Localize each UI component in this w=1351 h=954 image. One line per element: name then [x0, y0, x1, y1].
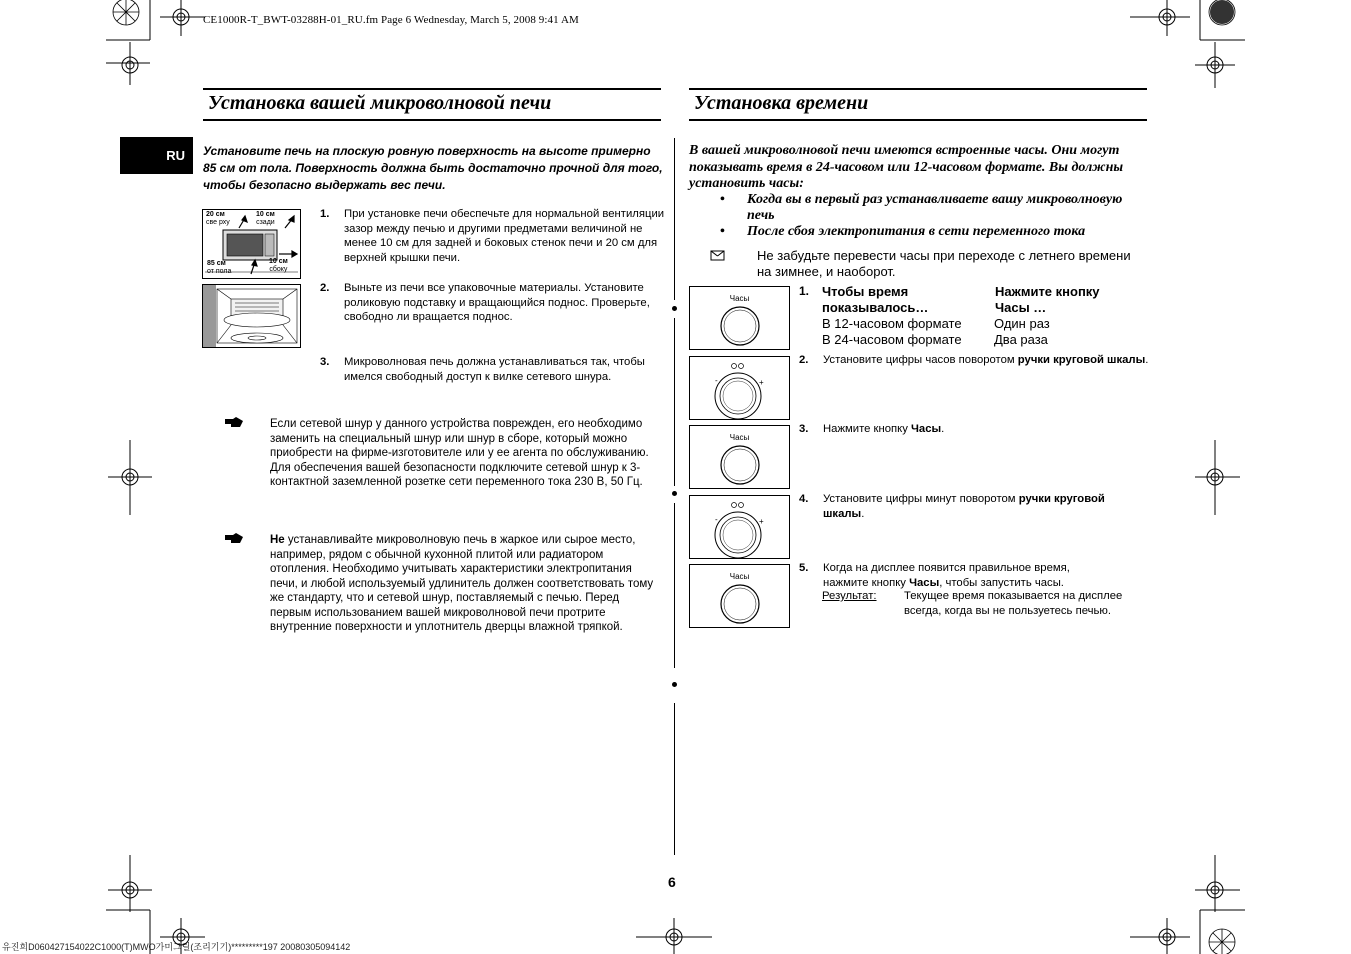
- step-number: 1.: [320, 208, 330, 220]
- left-intro: Установите печь на плоскую ровную поверхность на высоте примерно 85 см от пола. Поверхность должна быть достаточно прочной для того, чтобы безопасно выдержать вес печи.: [203, 144, 663, 192]
- label-floor-height: 85 см от пола: [207, 260, 232, 275]
- step-number: 2.: [320, 282, 330, 294]
- step-number: 3.: [320, 356, 330, 368]
- pointing-hand-icon: [224, 416, 244, 428]
- result-text: Текущее время показывается на дисплее всегда, когда вы не пользуетесь печью.: [904, 590, 1123, 617]
- bullet-glyph: •: [720, 224, 725, 239]
- clock-button-figure-2: [689, 425, 790, 489]
- clock-set-conditions: [720, 192, 1150, 241]
- clock-button-icon: [690, 426, 789, 488]
- clock-button-figure-3: [689, 564, 790, 628]
- step-text: При установке печи обеспечьте для нормальной вентиляции зазор между печью и другими предметами величиной не менее 10 см для задней и боковых стенок печи и 20 см для верхней крышки печи.: [344, 208, 665, 264]
- step-number: 3.: [799, 423, 809, 435]
- clearance-diagram: [202, 209, 301, 279]
- right-title-rule-top: [689, 88, 1147, 90]
- language-tab: RU: [120, 137, 193, 174]
- center-divider-3: [674, 503, 675, 668]
- clock-button-icon: [690, 565, 789, 627]
- left-title-rule-bottom: [203, 119, 661, 121]
- step-text: Микроволновая печь должна устанавливаться так, чтобы имелся свободный доступ к вилке сетевого шнура.: [344, 356, 645, 383]
- format-row-12h: В 12-часовом формате: [822, 316, 962, 331]
- press-column-header: Нажмите кнопку Часы …: [995, 284, 1100, 315]
- step-text: Выньте из печи все упаковочные материалы. Установите роликовую подставку и вращающийся поднос. Проверьте, свободно ли вращается поднос.: [344, 282, 650, 323]
- dial-knob-icon: [690, 496, 789, 558]
- svg-text:-: -: [715, 515, 718, 524]
- note-icon: [710, 250, 726, 262]
- clock-button-label: Часы: [729, 294, 750, 303]
- dial-knob-figure-1: [689, 356, 790, 420]
- page-number: 6: [668, 874, 676, 890]
- result-label: Результат:: [822, 590, 877, 602]
- center-divider-2: [674, 318, 675, 486]
- right-step-5: 5. Когда на дисплее появится правильное время, нажмите кнопку Часы, чтобы запустить часы.: [799, 562, 1070, 589]
- divider-dot: [672, 491, 677, 496]
- left-section-title: Установка вашей микроволновой печи: [208, 92, 552, 114]
- list-item: • После сбоя электропитания в сети переменного тока: [720, 224, 1086, 239]
- dial-knob-figure-2: [689, 495, 790, 559]
- dial-knob-icon: [690, 357, 789, 419]
- divider-dot: [672, 682, 677, 687]
- warning-emphasis: Не: [270, 534, 285, 546]
- format-column-header: Чтобы время показывалось…: [822, 284, 929, 315]
- turntable-diagram: [202, 284, 301, 348]
- press-row-12h: Один раз: [994, 316, 1050, 331]
- right-section-title: Установка времени: [694, 92, 869, 114]
- svg-text:-: -: [715, 376, 718, 385]
- right-step-4: 4. Установите цифры минут поворотом ручки круговой шкалы.: [799, 493, 1105, 520]
- placement-warning-note: [270, 533, 662, 635]
- dst-tip: Не забудьте перевести часы при переходе с летнего времени на зимнее, и наоборот.: [757, 248, 1131, 279]
- left-step-1: [320, 207, 665, 265]
- right-intro: В вашей микроволновой печи имеются встроенные часы. Они могут показывать время в 24-часовом или 12-часовом формате. Вы должны установить часы:: [689, 143, 1124, 191]
- clock-button-label: Часы: [729, 572, 750, 581]
- left-step-2: [320, 281, 670, 325]
- power-cord-note-p2: Для обеспечения вашей безопасности подключите сетевой шнур к 3-контактной заземленной розетке сети переменного тока 230 В, 50 Гц.: [270, 461, 643, 488]
- warning-text: устанавливайте микроволновую печь в жаркое или сырое место, например, рядом с обычной кухонной плитой или радиатором отопления. Необходимо учитывать характеристики электропитания печи, и любой используемый удлинитель должен соответствовать тому же стандарту, что и сетевой шнур, поставляемый с печью. Перед первым использованием вашей микроволновой печи протрите внутренние поверхности и уплотнитель дверцы влажной тряпкой.: [270, 534, 654, 633]
- left-step-3: [320, 355, 670, 384]
- oven-interior-icon: [203, 285, 300, 347]
- format-row-24h: В 24-часовом формате: [822, 332, 962, 347]
- label-top-clearance: 20 см све рху: [206, 211, 230, 226]
- print-info-footer: 유진희D060427154022C1000(T)MWO가미그릴(조리기기)*********197 20080305094142: [2, 942, 351, 952]
- left-title-rule-top: [203, 88, 661, 90]
- pointing-hand-icon: [224, 532, 244, 544]
- step-number: 2.: [799, 354, 809, 366]
- center-divider-4: [674, 703, 675, 855]
- step-number: 1.: [799, 284, 810, 298]
- press-row-24h: Два раза: [994, 332, 1048, 347]
- center-divider-1: [674, 138, 675, 300]
- right-title-rule-bottom: [689, 119, 1147, 121]
- svg-text:+: +: [759, 517, 764, 526]
- step-number: 4.: [799, 493, 809, 505]
- file-info-header: CE1000R-T_BWT-03288H-01_RU.fm Page 6 Wednesday, March 5, 2008 9:41 AM: [203, 14, 579, 26]
- step-number: 5.: [799, 562, 809, 574]
- power-cord-note: [270, 417, 662, 490]
- clock-button-icon: [690, 287, 789, 349]
- label-side-clearance: 10 см сбоку: [269, 258, 288, 273]
- power-cord-note-p1: Если сетевой шнур у данного устройства поврежден, его необходимо заменить на специальный шнур или шнур в сборе, который можно приобрести на фирме-изготовителе или у ее агента по обслуживанию.: [270, 418, 649, 459]
- list-item: • Когда вы в первый раз устанавливаете вашу микроволновую печь: [720, 192, 1123, 223]
- bullet-glyph: •: [720, 192, 725, 207]
- clock-button-label: Часы: [729, 433, 750, 442]
- right-step-3: 3. Нажмите кнопку Часы.: [799, 423, 945, 435]
- divider-dot: [672, 306, 677, 311]
- svg-text:+: +: [759, 378, 764, 387]
- label-back-clearance: 10 см сзади: [256, 211, 275, 226]
- clock-button-figure-1: [689, 286, 790, 350]
- right-step-2: 2. Установите цифры часов поворотом ручки круговой шкалы.: [799, 354, 1149, 366]
